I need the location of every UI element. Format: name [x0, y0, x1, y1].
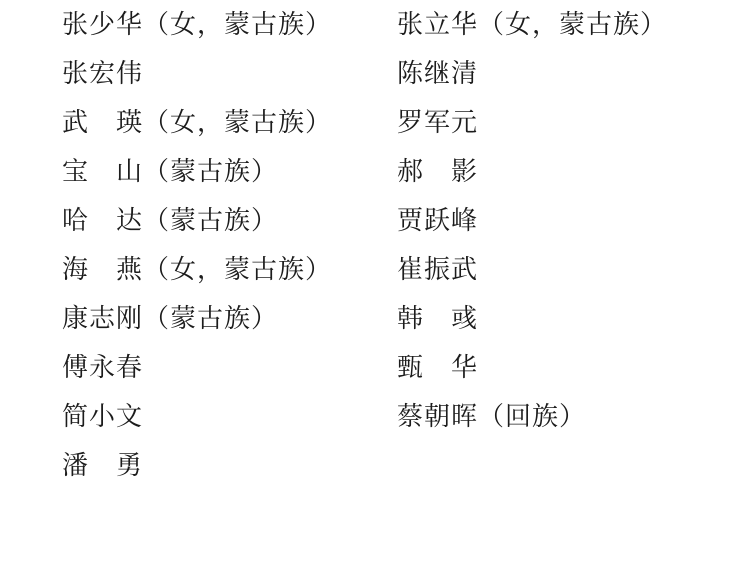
name-entry: 韩 彧: [397, 304, 479, 333]
name-entry: 崔振武: [397, 255, 479, 284]
name-entry: 郝 影: [397, 157, 479, 186]
name-entry: 康志刚（蒙古族）: [62, 304, 279, 333]
name-entry: 武 瑛（女，蒙古族）: [62, 108, 333, 137]
name-entry: 潘 勇: [62, 451, 144, 480]
name-list-column-left: [62, 0, 332, 490]
name-entry: 张立华（女，蒙古族）: [397, 10, 668, 39]
name-entry: 罗军元: [397, 108, 479, 137]
name-entry: 张少华（女，蒙古族）: [62, 10, 333, 39]
name-entry: 蔡朝晖（回族）: [397, 402, 587, 431]
name-entry: 哈 达（蒙古族）: [62, 206, 279, 235]
name-entry: 甄 华: [397, 353, 479, 382]
name-entry: 傅永春: [62, 353, 144, 382]
name-entry: 简小文: [62, 402, 144, 431]
name-entry: 贾跃峰: [397, 206, 479, 235]
name-entry: 张宏伟: [62, 59, 144, 88]
name-entry: 海 燕（女，蒙古族）: [62, 255, 333, 284]
name-entry: 宝 山（蒙古族）: [62, 157, 279, 186]
name-list-column-right: [397, 0, 667, 441]
name-entry: 陈继清: [397, 59, 479, 88]
